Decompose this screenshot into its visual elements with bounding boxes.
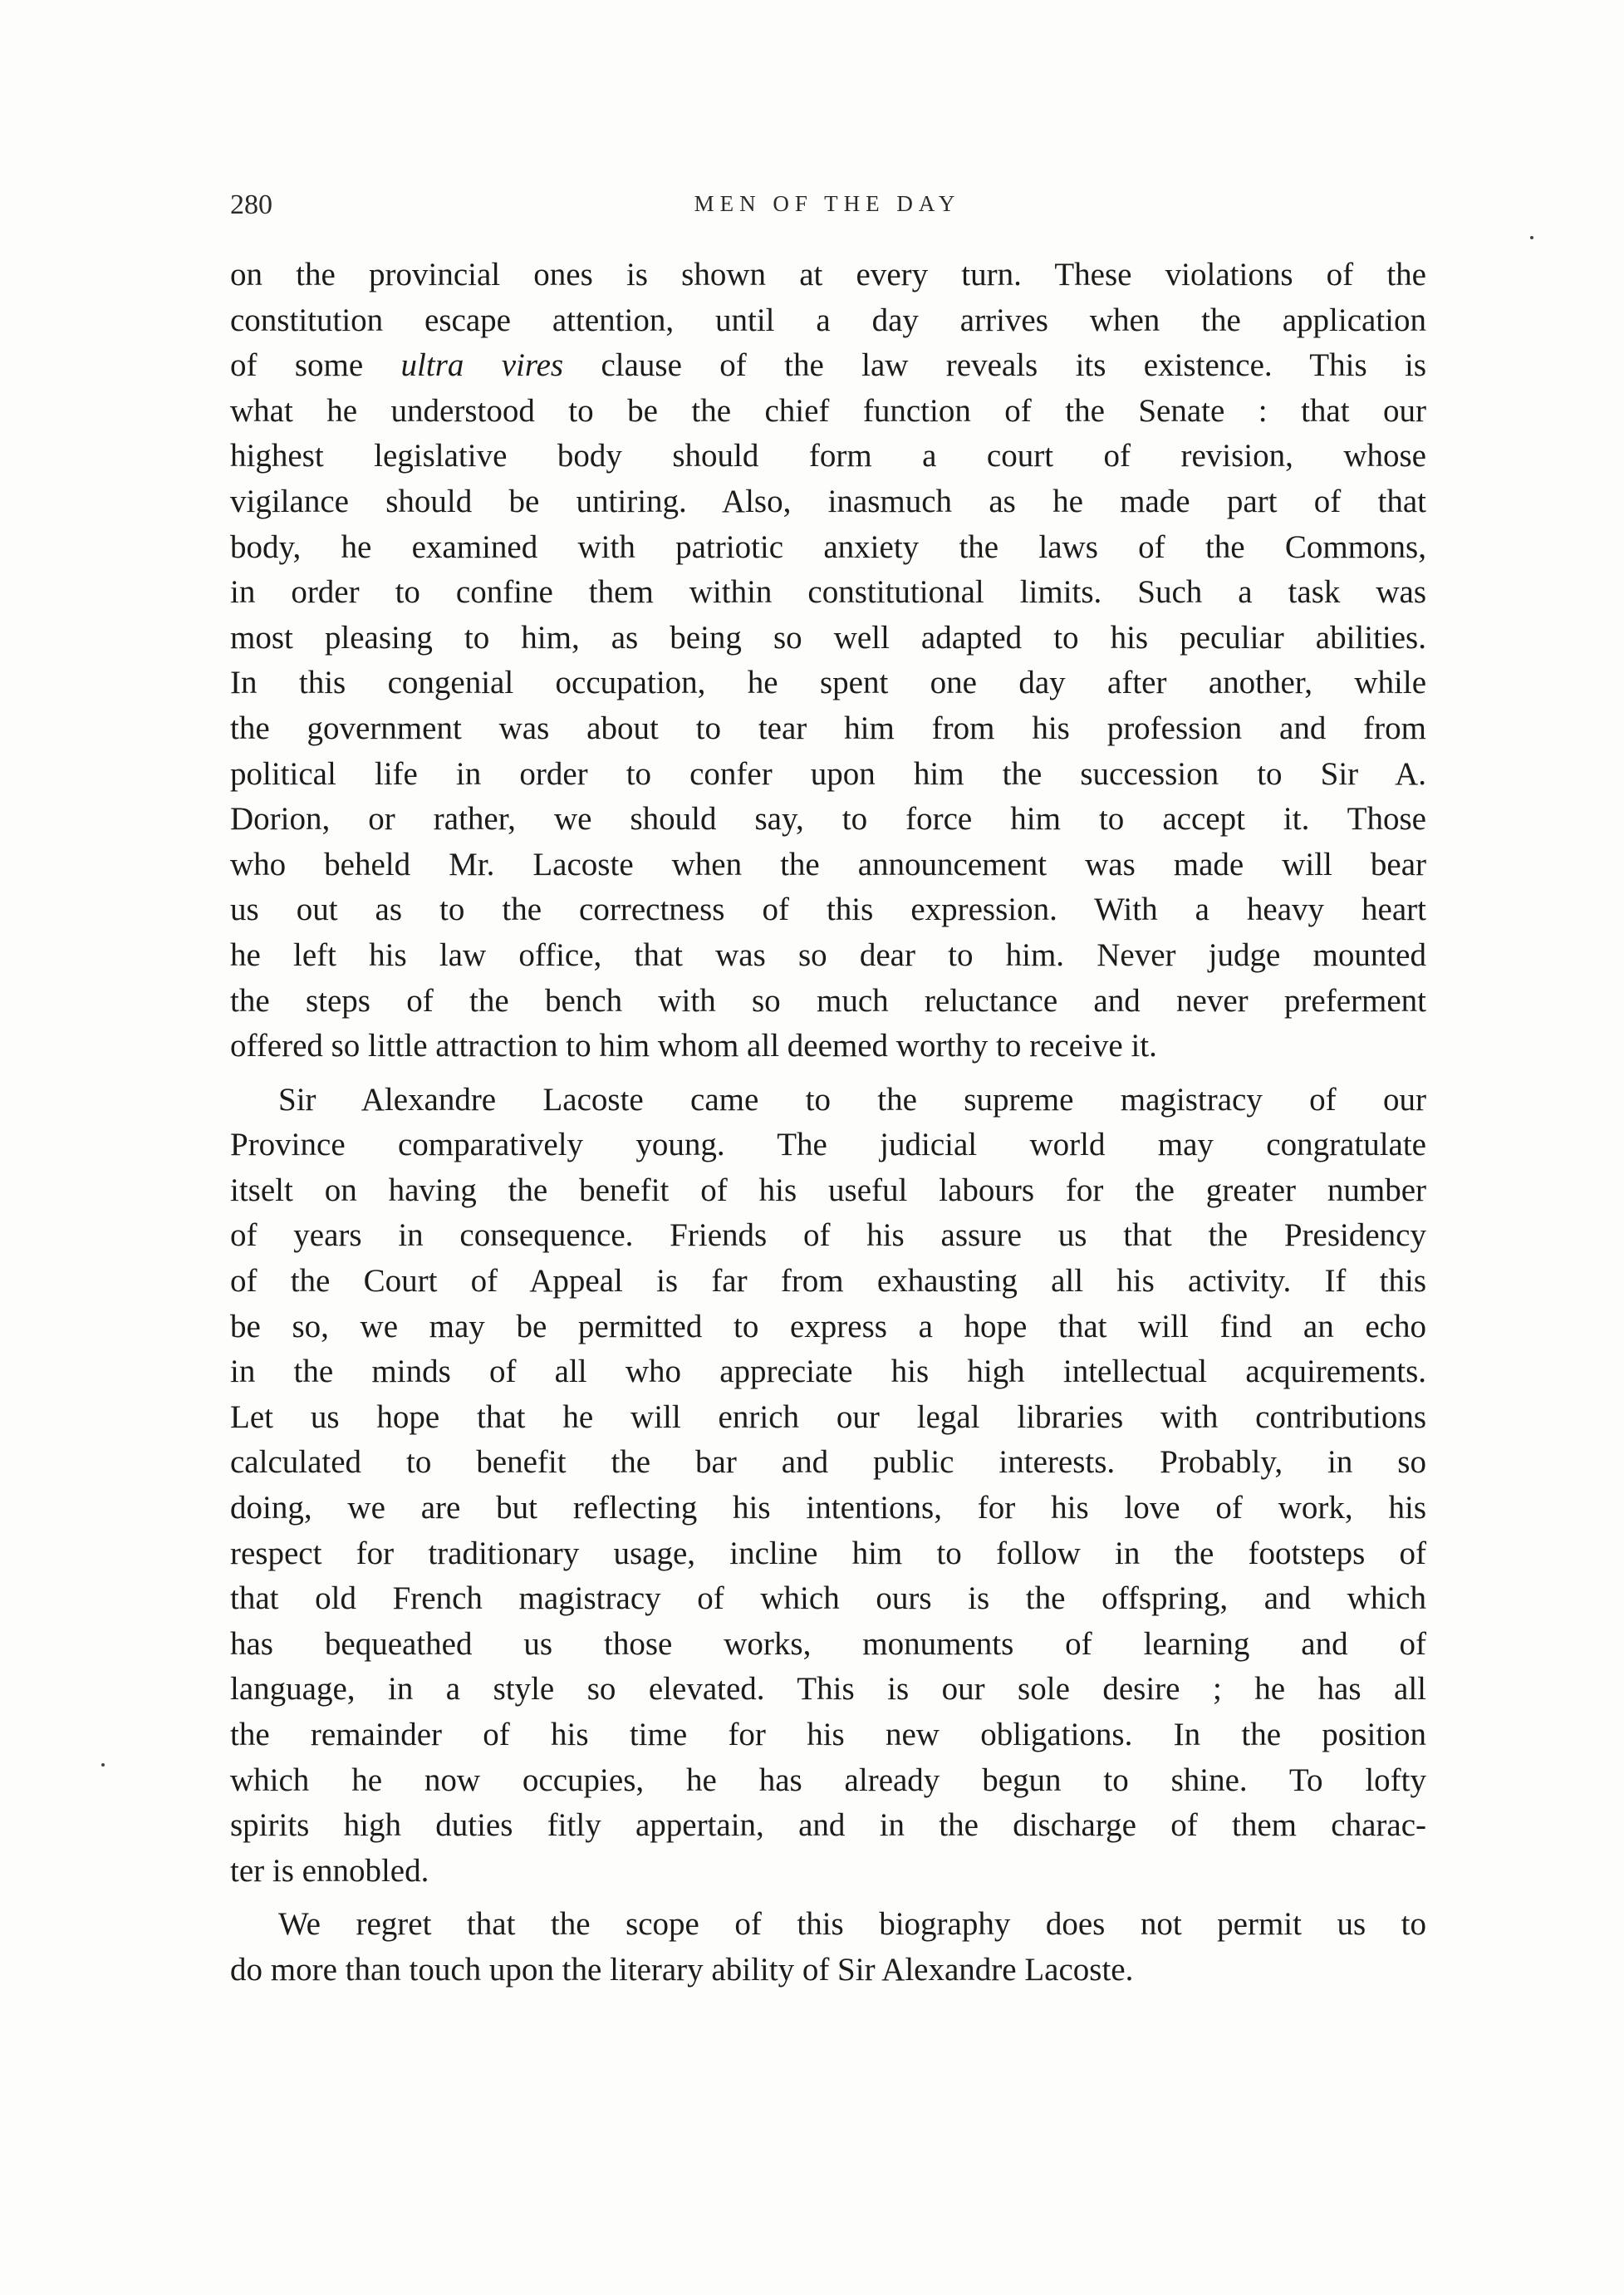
text-line: itselt on having the benefit of his useful labours for the greater number	[230, 1172, 1426, 1208]
text-line: highest legislative body should form a court of revision, whose	[230, 438, 1426, 474]
text-line: ter is ennobled.	[230, 1852, 429, 1889]
body-text	[230, 253, 1426, 1993]
text-line: vigilance should be untiring. Also, inasmuch as he made part of that	[230, 483, 1426, 519]
paragraph	[230, 1078, 1426, 1894]
text-line: who beheld Mr. Lacoste when the announcement was made will bear	[230, 846, 1426, 882]
text-line: body, he examined with patriotic anxiety the laws of the Commons,	[230, 528, 1426, 565]
text-line: We regret that the scope of this biography does not permit us to	[278, 1906, 1426, 1943]
text-line: respect for traditionary usage, incline him to follow in the footsteps of	[230, 1535, 1426, 1571]
text-line: in order to confine them within constitutional limits. Such a task was	[230, 574, 1426, 611]
running-head	[230, 189, 1425, 231]
paragraph	[230, 1902, 1426, 1993]
text-line: Dorion, or rather, we should say, to force him to accept it. Those	[230, 801, 1426, 838]
text-line: language, in a style so elevated. This is our sole desire ; he has all	[230, 1671, 1426, 1708]
text-line: political life in order to confer upon him the succession to Sir A.	[230, 755, 1426, 792]
text-line: has bequeathed us those works, monuments of learning and of	[230, 1625, 1426, 1662]
text-line: which he now occupies, he has already begun to shine. To lofty	[230, 1762, 1426, 1798]
text-line: Province comparatively young. The judicial world may congratulate	[230, 1127, 1426, 1163]
page-number: 280	[230, 189, 272, 220]
ink-speck	[1530, 236, 1533, 239]
running-title: MEN OF THE DAY	[694, 191, 961, 216]
paragraph-gap	[230, 1069, 1426, 1078]
paragraph-gap	[230, 1894, 1426, 1902]
text-line: Let us hope that he will enrich our legal libraries with contributions	[230, 1398, 1426, 1435]
paragraph	[230, 253, 1426, 1069]
text-line: constitution escape attention, until a day arrives when the application	[230, 302, 1426, 338]
text-line: most pleasing to him, as being so well adapted to his peculiar abilities.	[230, 619, 1426, 656]
text-line: us out as to the correctness of this expression. With a heavy heart	[230, 892, 1426, 928]
text-line: that old French magistracy of which ours is the offspring, and which	[230, 1580, 1426, 1617]
text-line: on the provincial ones is shown at every turn. These violations of the	[230, 257, 1426, 292]
text-line: of some ultra vires clause of the law reveals its existence. This is	[230, 347, 1426, 384]
text-line: in the minds of all who appreciate his high intellectual acquirements.	[230, 1354, 1426, 1390]
text-line: be so, we may be permitted to express a hope that will find an echo	[230, 1308, 1426, 1344]
text-line: Sir Alexandre Lacoste came to the supreme magistracy of our	[278, 1081, 1426, 1118]
ink-speck	[101, 1763, 105, 1767]
text-line: of years in consequence. Friends of his assure us that the Presidency	[230, 1217, 1426, 1254]
text-line: he left his law office, that was so dear to him. Never judge mounted	[230, 936, 1426, 973]
text-line: the remainder of his time for his new obligations. In the position	[230, 1717, 1426, 1752]
text-line: the steps of the bench with so much reluctance and never preferment	[230, 982, 1426, 1019]
text-line: the government was about to tear him from his profession and from	[230, 710, 1426, 746]
text-line: of the Court of Appeal is far from exhausting all his activity. If this	[230, 1263, 1426, 1300]
text-line: In this congenial occupation, he spent one day after another, while	[230, 665, 1426, 701]
text-line: doing, we are but reflecting his intentions, for his love of work, his	[230, 1490, 1426, 1526]
text-line: spirits high duties fitly appertain, and in the discharge of them charac-	[230, 1807, 1426, 1844]
text-line: do more than touch upon the literary ability of Sir Alexandre Lacoste.	[230, 1951, 1134, 1988]
text-line: offered so little attraction to him whom all deemed worthy to receive it.	[230, 1028, 1157, 1064]
italic-phrase: ultra vires	[400, 347, 564, 384]
text-line: calculated to benefit the bar and public interests. Probably, in so	[230, 1444, 1426, 1481]
text-line: what he understood to be the chief function of the Senate : that our	[230, 392, 1426, 429]
